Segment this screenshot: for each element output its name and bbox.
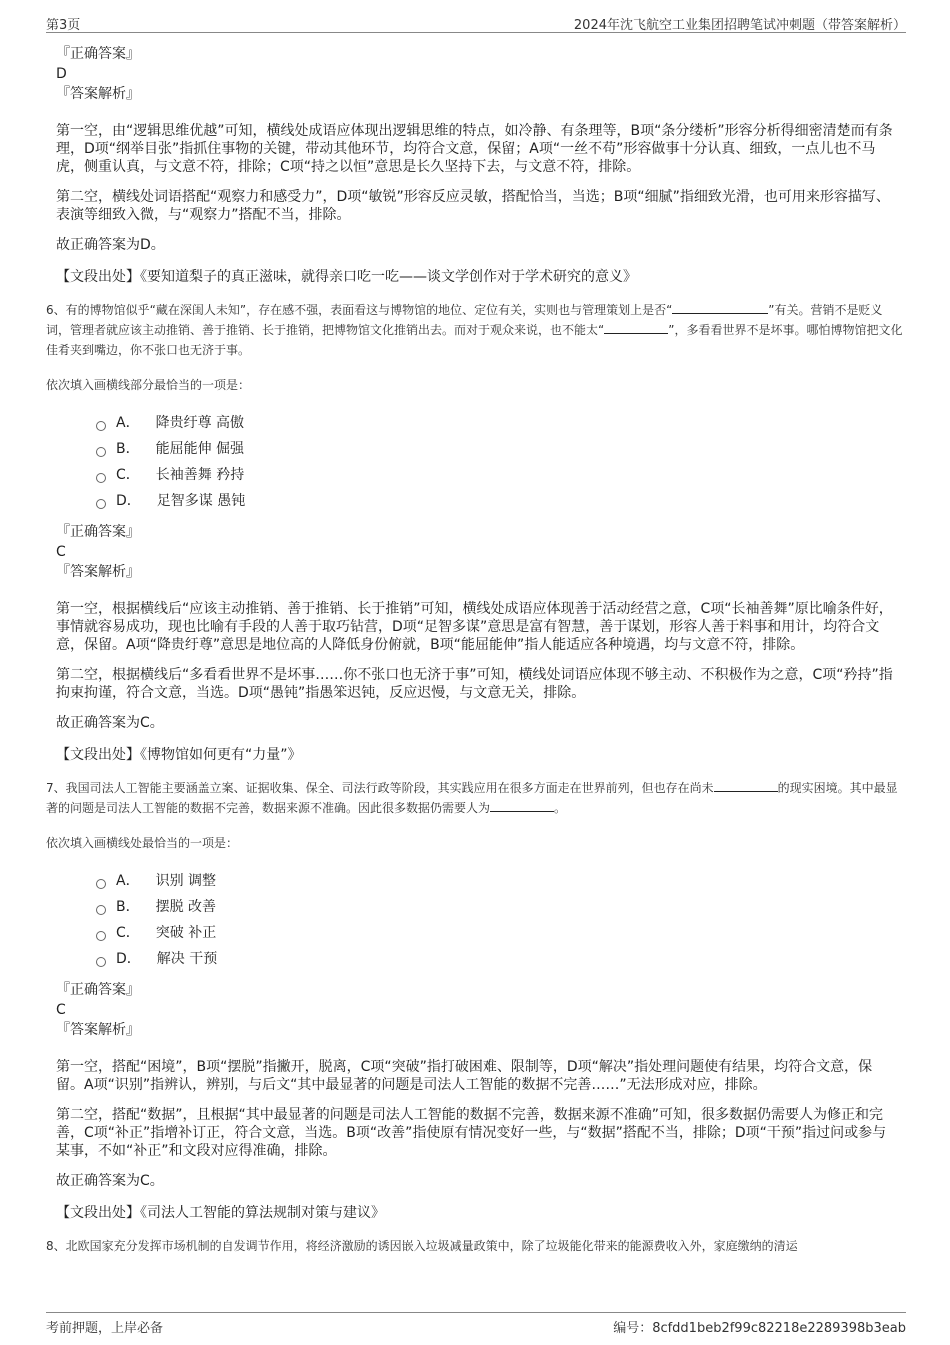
analysis-paragraph: 第一空，由“逻辑思维优越”可知，横线处成语应体现出逻辑思维的特点，如冷静、有条理等，B项“条分缕析”形容分析得细密清楚而有条理，D项“纲举目张”指抓住事物的关键，带动其他环节，均符合文意，保留；A项“一丝不苟”形容做事十分认真、细致，一点儿也不马虎，侧重认真，与文意不符，排除；C项“持之以恒”意思是长久坚持下去，与文意不符，排除。 — [56, 123, 893, 175]
option-b[interactable]: B． 摆脱 改善 — [96, 894, 906, 920]
analysis-label: 『答案解析』 — [56, 86, 140, 102]
radio-icon[interactable] — [96, 931, 106, 941]
document-id: 编号：8cfdd1beb2f99c82218e2289398b3eab — [613, 1321, 906, 1336]
page-header — [46, 10, 906, 33]
fill-blank — [490, 799, 554, 812]
question-stem: 8、北欧国家充分发挥市场机制的自发调节作用，将经济激励的诱因嵌入垃圾减量政策中，除了垃圾能化带来的能源费收入外，家庭缴纳的清运 — [46, 1239, 798, 1253]
question-stem: 6、有的博物馆似乎“藏在深闺人未知”，存在感不强，表面看这与博物馆的地位、定位有关，实则也与管理策划上是否“ ”有关。营销不是贬义词，管理者就应该主动推销、善于推销、长于推销，把博物馆文化推销出去。而对于观众来说，也不能太“ ”，多看看世界不是坏事。哪怕博物馆把文化佳肴夹到嘴边，你不张口也无济于事。 — [46, 303, 903, 357]
option-d[interactable]: D． 足智多谋 愚钝 — [96, 488, 906, 514]
analysis-paragraph: 第二空，横线处词语搭配“观察力和感受力”，D项“敏锐”形容反应灵敏，搭配恰当，当选；B项“细腻”指细致光滑，也可用来形容描写、表演等细致入微，与“观察力”搭配不当，排除。 — [56, 189, 890, 223]
correct-answer-value: D — [56, 66, 67, 82]
radio-icon[interactable] — [96, 473, 106, 483]
option-c[interactable]: C． 长袖善舞 矜持 — [96, 462, 906, 488]
analysis-paragraph: 第二空，根据横线后“多看看世界不是坏事……你不张口也无济于事”可知，横线处词语应体现不够主动、不积极作为之意，C项“矜持”指拘束拘谨，符合文意，当选。D项“愚钝”指愚笨迟钝，反应迟慢，与文意无关，排除。 — [56, 667, 893, 701]
correct-answer-label: 『正确答案』 — [56, 524, 140, 540]
conclusion: 故正确答案为C。 — [56, 715, 164, 731]
q6-block — [46, 300, 906, 764]
question-prompt: 依次填入画横线处最恰当的一项是： — [46, 836, 239, 850]
source-citation: 【文段出处】《司法人工智能的算法规制对策与建议》 — [56, 1205, 385, 1221]
option-c[interactable]: C． 突破 补正 — [96, 920, 906, 946]
page-content — [46, 44, 906, 1256]
option-list — [96, 410, 906, 514]
option-b[interactable]: B． 能屈能伸 倔强 — [96, 436, 906, 462]
radio-icon[interactable] — [96, 957, 106, 967]
source-citation: 【文段出处】《博物馆如何更有“力量”》 — [56, 747, 302, 763]
analysis-label: 『答案解析』 — [56, 564, 140, 580]
correct-answer-value: C — [56, 544, 66, 560]
radio-icon[interactable] — [96, 447, 106, 457]
analysis-paragraph: 第一空，根据横线后“应该主动推销、善于推销、长于推销”可知，横线处成语应体现善于活动经营之意，C项“长袖善舞”原比喻条件好，事情就容易成功，现也比喻有手段的人善于取巧钻营，D项“足智多谋”意思是富有智慧，善于谋划，形容人善于料事和用计，均符合文意，保留。A项“降贵纡尊”意思是地位高的人降低身份俯就，B项“能屈能伸”指人能适应各种境遇，均与文意不符，排除。 — [56, 601, 893, 653]
radio-icon[interactable] — [96, 905, 106, 915]
option-a[interactable]: A． 降贵纡尊 高傲 — [96, 410, 906, 436]
q7-block — [46, 778, 906, 1222]
page-number: 第3页 — [46, 18, 81, 33]
page-footer — [46, 1312, 906, 1337]
question-stem: 7、我国司法人工智能主要涵盖立案、证据收集、保全、司法行政等阶段，其实践应用在很多方面走在世界前列，但也存在尚未 的现实困境。其中最显著的问题是司法人工智能的数据不完善，数据来源不准确。因此很多数据仍需要人为 。 — [46, 781, 898, 815]
analysis-paragraph: 第二空，搭配“数据”，且根据“其中最显著的问题是司法人工智能的数据不完善，数据来源不准确”可知，很多数据仍需要人为修正和完善，C项“补正”指增补订正，符合文意，当选。B项“改善”指使原有情况变好一些，与“数据”搭配不当，排除；D项“干预”指过问或参与某事，不如“补正”和文段对应得准确，排除。 — [56, 1107, 887, 1159]
radio-icon[interactable] — [96, 879, 106, 889]
radio-icon[interactable] — [96, 421, 106, 431]
fill-blank — [714, 779, 778, 792]
option-list — [96, 868, 906, 972]
source-citation: 【文段出处】《要知道梨子的真正滋味，就得亲口吃一吃——谈文学创作对于学术研究的意义》 — [56, 269, 637, 285]
correct-answer-label: 『正确答案』 — [56, 46, 140, 62]
question-prompt: 依次填入画横线部分最恰当的一项是： — [46, 378, 251, 392]
analysis-label: 『答案解析』 — [56, 1022, 140, 1038]
conclusion: 故正确答案为C。 — [56, 1173, 164, 1189]
correct-answer-label: 『正确答案』 — [56, 982, 140, 998]
analysis-paragraph: 第一空，搭配“困境”，B项“摆脱”指撇开，脱离，C项“突破”指打破困难、限制等，D项“解决”指处理问题使有结果，均符合文意，保留。A项“识别”指辨认，辨别，与后文“其中最显著的问题是司法人工智能的数据不完善……”无法形成对应，排除。 — [56, 1059, 873, 1093]
fill-blank — [672, 301, 768, 314]
q5-block — [46, 44, 906, 286]
option-d[interactable]: D． 解决 干预 — [96, 946, 906, 972]
conclusion: 故正确答案为D。 — [56, 237, 165, 253]
document-title: 2024年沈飞航空工业集团招聘笔试冲刺题（带答案解析） — [573, 18, 906, 33]
correct-answer-value: C — [56, 1002, 66, 1018]
option-a[interactable]: A． 识别 调整 — [96, 868, 906, 894]
fill-blank — [604, 321, 668, 334]
radio-icon[interactable] — [96, 499, 106, 509]
footer-slogan: 考前押题，上岸必备 — [46, 1321, 164, 1336]
